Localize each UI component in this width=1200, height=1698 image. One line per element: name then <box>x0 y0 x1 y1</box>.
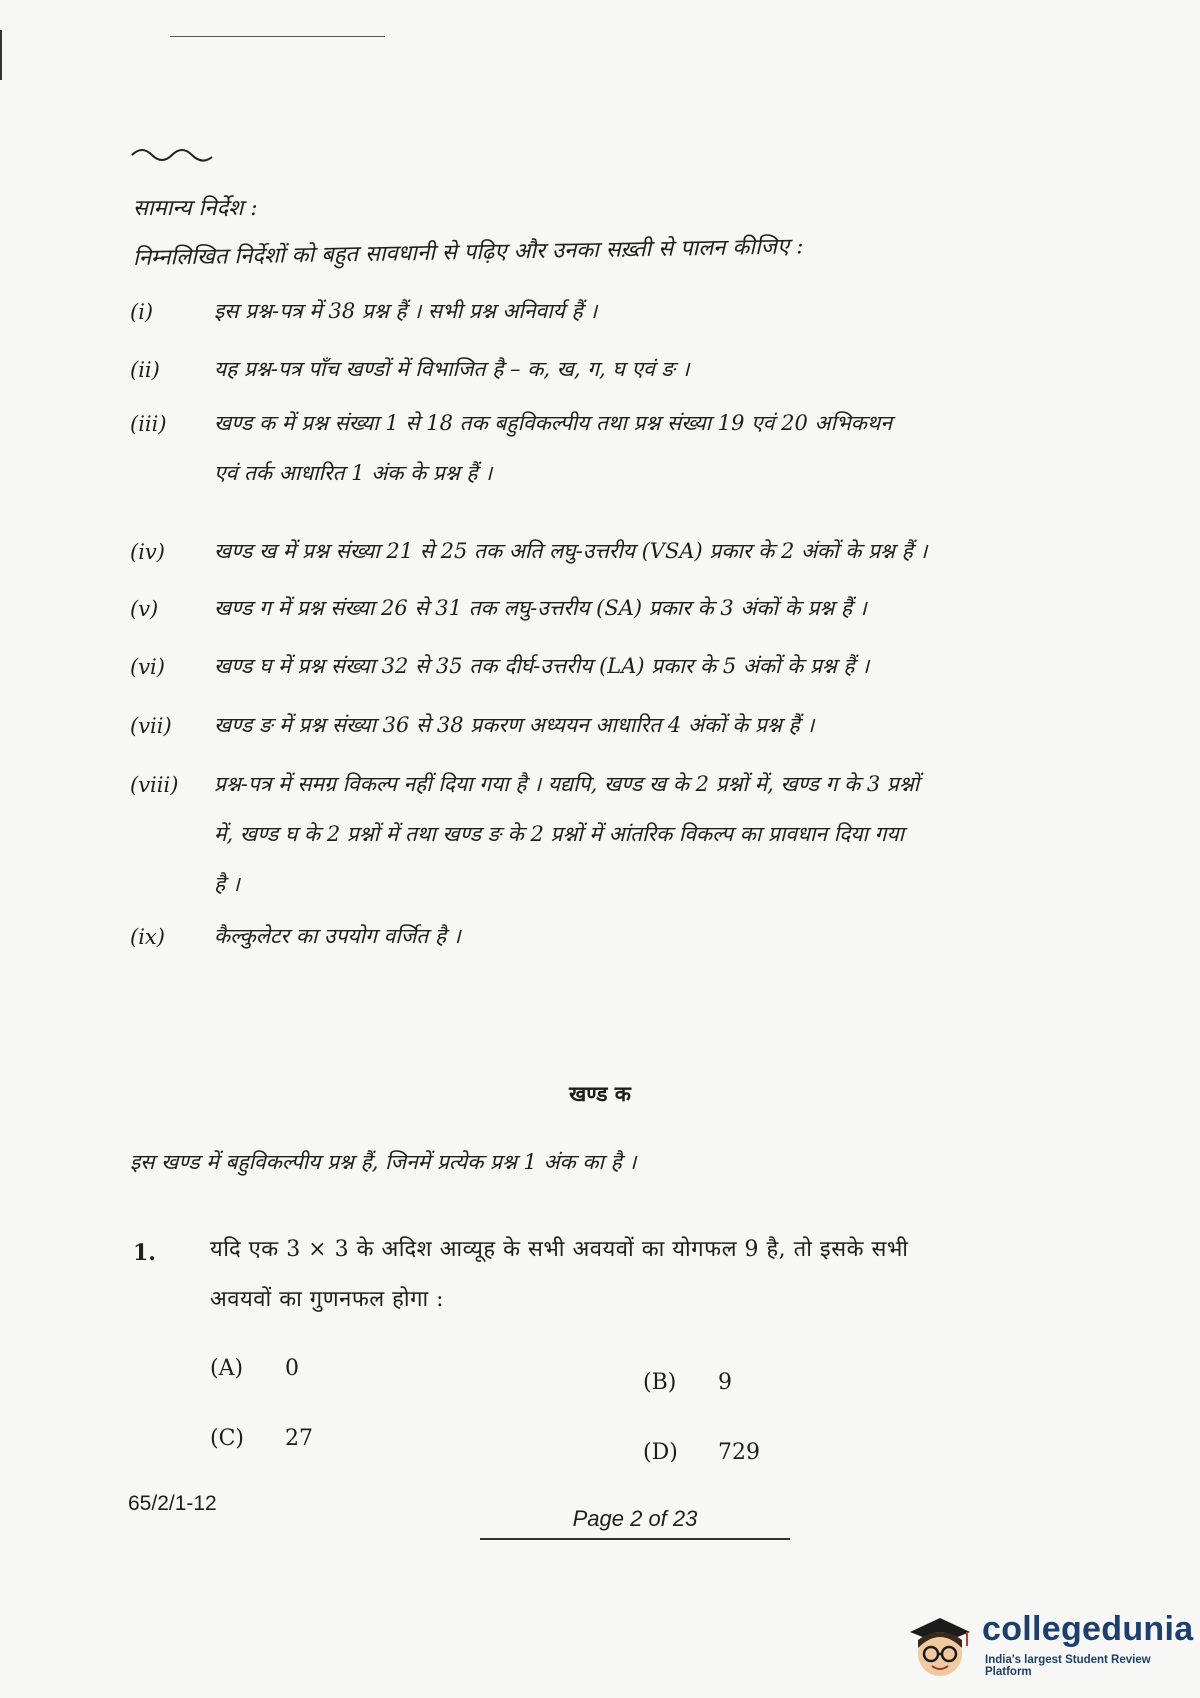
item-number: (iii) <box>130 412 167 436</box>
item-text: खण्ड ङ में प्रश्न संख्या 36 से 38 प्रकरण अध्ययन आधारित 4 अंकों के प्रश्न हैं । <box>214 713 815 737</box>
section-title: खण्ड क <box>569 1081 631 1106</box>
item-text: प्रश्न-पत्र में समग्र विकल्प नहीं दिया गया है । यद्यपि, खण्ड ख के 2 प्रश्नों में, खण्ड ग के 3 प्रश्नों <box>214 772 920 796</box>
option-label: (A) <box>210 1356 244 1381</box>
item-text: है । <box>214 872 240 896</box>
scan-edge-mark <box>0 30 2 80</box>
option-value: 0 <box>285 1356 299 1381</box>
option-label: (C) <box>210 1426 244 1451</box>
item-text: खण्ड ख में प्रश्न संख्या 21 से 25 तक अति लघु-उत्तरीय (VSA) प्रकार के 2 अंकों के प्रश्न हैं । <box>214 539 928 563</box>
mascot-icon <box>900 1604 980 1684</box>
item-number: (vi) <box>130 655 165 679</box>
brand-tagline: India's largest Student Review Platform <box>985 1654 1151 1678</box>
item-number: (viii) <box>130 773 179 797</box>
item-text: इस प्रश्न-पत्र में 38 प्रश्न हैं । सभी प्रश्न अनिवार्य हैं । <box>214 299 598 323</box>
brand-name: collegedunia <box>982 1610 1194 1648</box>
option-label: (D) <box>643 1440 678 1465</box>
item-text: यह प्रश्न-पत्र पाँच खण्डों में विभाजित है – क, ख, ग, घ एवं ङ । <box>214 357 690 381</box>
option-value: 729 <box>718 1440 760 1465</box>
header-rule <box>170 36 385 37</box>
option-d <box>643 1440 760 1465</box>
option-label: (B) <box>643 1370 677 1395</box>
question-text <box>210 1225 1090 1325</box>
item-text: खण्ड घ में प्रश्न संख्या 32 से 35 तक दीर्घ-उत्तरीय (LA) प्रकार के 5 अंकों के प्रश्न हैं । <box>214 654 870 678</box>
item-number: (vii) <box>130 714 172 738</box>
instructions-intro: निम्नलिखित निर्देशों को बहुत सावधानी से पढ़िए और उनका सख़्ती से पालन कीजिए : <box>132 234 804 271</box>
page-underline <box>480 1538 790 1540</box>
item-text: खण्ड क में प्रश्न संख्या 1 से 18 तक बहुविकल्पीय तथा प्रश्न संख्या 19 एवं 20 अभिकथन <box>214 411 892 435</box>
paper-code: 65/2/1-12 <box>128 1492 217 1515</box>
item-number: (iv) <box>130 540 165 564</box>
option-a <box>210 1356 299 1381</box>
item-text: में, खण्ड घ के 2 प्रश्नों में तथा खण्ड ङ के 2 प्रश्नों में आंतरिक विकल्प का प्रावधान दिया गया <box>214 822 905 846</box>
question-line: अवयवों का गुणनफल होगा : <box>210 1287 445 1312</box>
item-text: एवं तर्क आधारित 1 अंक के प्रश्न हैं । <box>214 461 493 485</box>
option-b <box>643 1370 732 1395</box>
item-text: कैल्कुलेटर का उपयोग वर्जित है । <box>214 924 461 948</box>
option-c <box>210 1426 313 1451</box>
instructions-heading: सामान्य निर्देश : <box>133 196 258 221</box>
brand-logo <box>900 1604 1194 1684</box>
option-value: 27 <box>285 1426 313 1451</box>
question-line: यदि एक 3 × 3 के अदिश आव्यूह के सभी अवयवों का योगफल 9 है, तो इसके सभी <box>210 1237 909 1262</box>
page-number: Page 2 of 23 <box>572 1506 698 1531</box>
squiggle-mark <box>130 145 220 165</box>
item-text: खण्ड ग में प्रश्न संख्या 26 से 31 तक लघु-उत्तरीय (SA) प्रकार के 3 अंकों के प्रश्न हैं । <box>214 596 867 620</box>
option-value: 9 <box>718 1370 732 1395</box>
item-number: (ii) <box>130 358 160 382</box>
item-number: (v) <box>130 597 159 621</box>
item-number: (i) <box>130 300 154 324</box>
question-number: 1. <box>133 1240 156 1266</box>
section-subtitle: इस खण्ड में बहुविकल्पीय प्रश्न हैं, जिनमें प्रत्येक प्रश्न 1 अंक का है । <box>130 1150 637 1174</box>
item-number: (ix) <box>130 925 165 949</box>
